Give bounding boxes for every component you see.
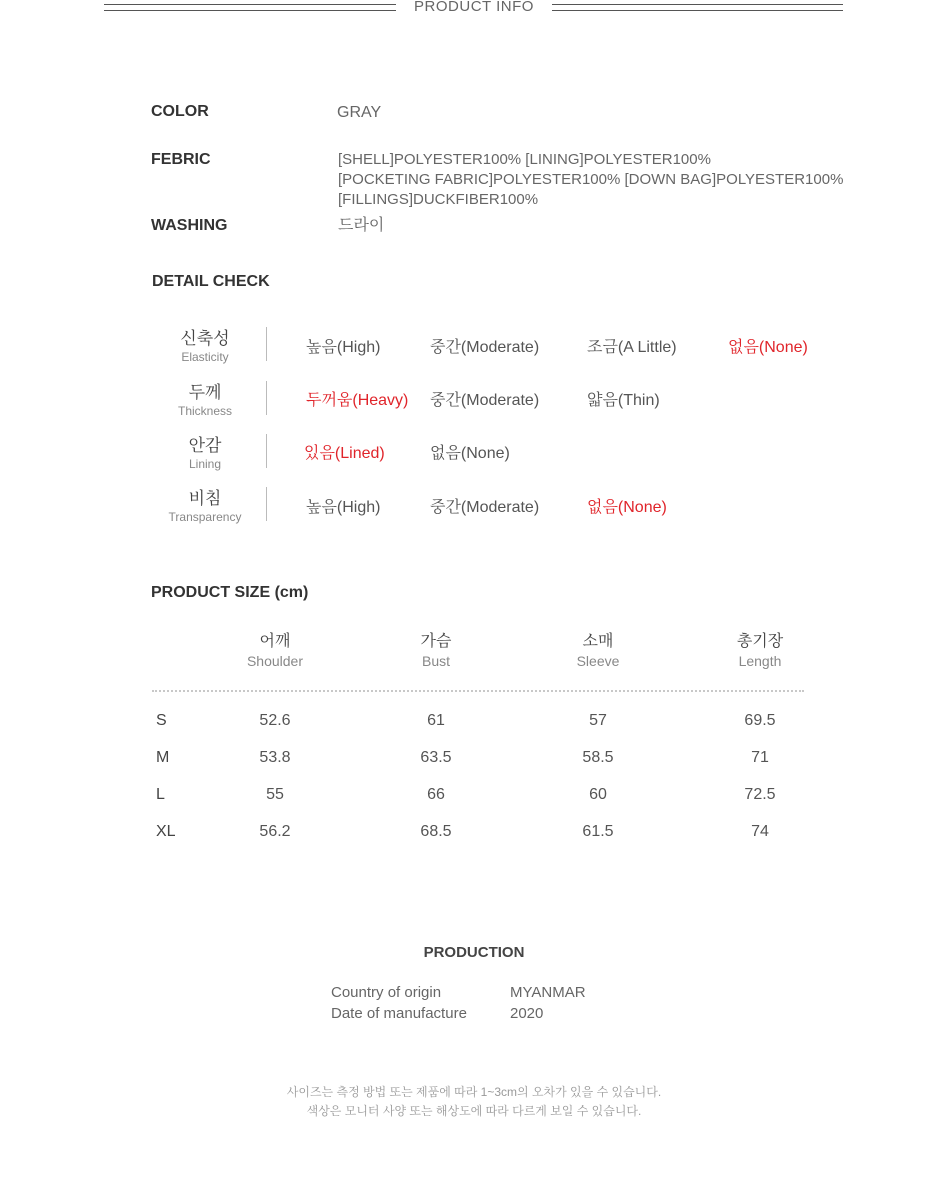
size-col-en: Shoulder	[246, 653, 304, 669]
size-title: PRODUCT SIZE (cm)	[151, 584, 309, 601]
detail-option: 조금(A Little)	[587, 339, 677, 356]
size-col-ko: 총기장	[736, 633, 784, 650]
size-cell: 56.2	[259, 823, 291, 840]
detail-option: 중간(Moderate)	[430, 392, 540, 409]
detail-option: 있음(Lined)	[304, 445, 385, 462]
size-col-en: Bust	[421, 653, 450, 669]
size-divider	[152, 690, 804, 692]
size-cell: 63.5	[420, 749, 452, 766]
detail-option: 없음(None)	[728, 339, 808, 356]
page-title: PRODUCT INFO	[414, 0, 534, 15]
detail-check-title: DETAIL CHECK	[152, 273, 270, 290]
size-col-en: Sleeve	[576, 653, 620, 669]
size-cell: 60	[589, 786, 607, 803]
size-col-length	[700, 632, 820, 670]
detail-label	[150, 329, 260, 365]
detail-separator	[266, 381, 267, 415]
size-cell: 58.5	[582, 749, 614, 766]
size-cell: 55	[266, 786, 284, 803]
detail-label	[150, 489, 260, 525]
size-col-ko: 소매	[582, 633, 614, 650]
size-cell: 53.8	[259, 749, 291, 766]
detail-label-ko: 안감	[188, 436, 222, 455]
size-cell: 71	[751, 749, 769, 766]
detail-label-en: Transparency	[168, 510, 242, 524]
size-note: 사이즈는 측정 방법 또는 제품에 따라 1~3cm의 오차가 있을 수 있습니다.	[286, 1085, 662, 1099]
size-col-bust	[376, 632, 496, 670]
detail-option: 중간(Moderate)	[430, 339, 540, 356]
size-cell: 72.5	[744, 786, 776, 803]
manufacture-date-label: Date of manufacture	[331, 1005, 467, 1022]
fabric-line: [FILLINGS]DUCKFIBER100%	[338, 191, 539, 208]
detail-option: 높음(High)	[306, 499, 381, 516]
detail-label	[150, 436, 260, 472]
size-cell: 57	[589, 712, 607, 729]
size-col-en: Length	[738, 653, 782, 669]
manufacture-date-value: 2020	[510, 1005, 544, 1022]
detail-label-en: Elasticity	[181, 350, 229, 364]
size-col-ko: 가슴	[420, 633, 452, 650]
detail-separator	[266, 487, 267, 521]
detail-option: 중간(Moderate)	[430, 499, 540, 516]
detail-option: 얇음(Thin)	[587, 392, 660, 409]
fabric-label: FEBRIC	[151, 151, 211, 168]
size-label: M	[156, 749, 170, 766]
detail-option: 두꺼움(Heavy)	[306, 392, 409, 409]
size-cell: 68.5	[420, 823, 452, 840]
detail-option: 높음(High)	[306, 339, 381, 356]
size-cell: 69.5	[744, 712, 776, 729]
origin-label: Country of origin	[331, 984, 442, 1001]
fabric-value	[338, 150, 843, 210]
size-col-shoulder	[215, 632, 335, 670]
washing-label: WASHING	[151, 217, 228, 234]
fabric-line: [POCKETING FABRIC]POLYESTER100% [DOWN BAG]POLYESTER100%	[338, 171, 844, 188]
washing-value: 드라이	[338, 217, 385, 234]
detail-label-ko: 비침	[188, 489, 222, 508]
size-cell: 66	[427, 786, 445, 803]
detail-separator	[266, 434, 267, 468]
size-label: S	[156, 712, 167, 729]
size-label: L	[156, 786, 165, 803]
size-col-sleeve	[538, 632, 658, 670]
origin-value: MYANMAR	[510, 984, 586, 1001]
color-label: COLOR	[151, 103, 209, 120]
size-cell: 61	[427, 712, 445, 729]
size-cell: 74	[751, 823, 769, 840]
detail-label-ko: 신축성	[180, 329, 230, 348]
size-col-ko: 어깨	[259, 633, 291, 650]
size-label: XL	[156, 823, 176, 840]
detail-separator	[266, 327, 267, 361]
detail-label	[150, 383, 260, 419]
size-cell: 52.6	[259, 712, 291, 729]
detail-label-ko: 두께	[188, 383, 222, 402]
detail-label-en: Lining	[188, 457, 222, 471]
color-note: 색상은 모니터 사양 또는 해상도에 따라 다르게 보일 수 있습니다.	[306, 1104, 642, 1118]
fabric-line: [SHELL]POLYESTER100% [LINING]POLYESTER100%	[338, 151, 711, 168]
color-value: GRAY	[337, 104, 382, 121]
detail-option: 없음(None)	[430, 445, 510, 462]
production-title: PRODUCTION	[423, 944, 525, 961]
detail-option: 없음(None)	[587, 499, 667, 516]
detail-label-en: Thickness	[177, 404, 233, 418]
size-cell: 61.5	[582, 823, 614, 840]
